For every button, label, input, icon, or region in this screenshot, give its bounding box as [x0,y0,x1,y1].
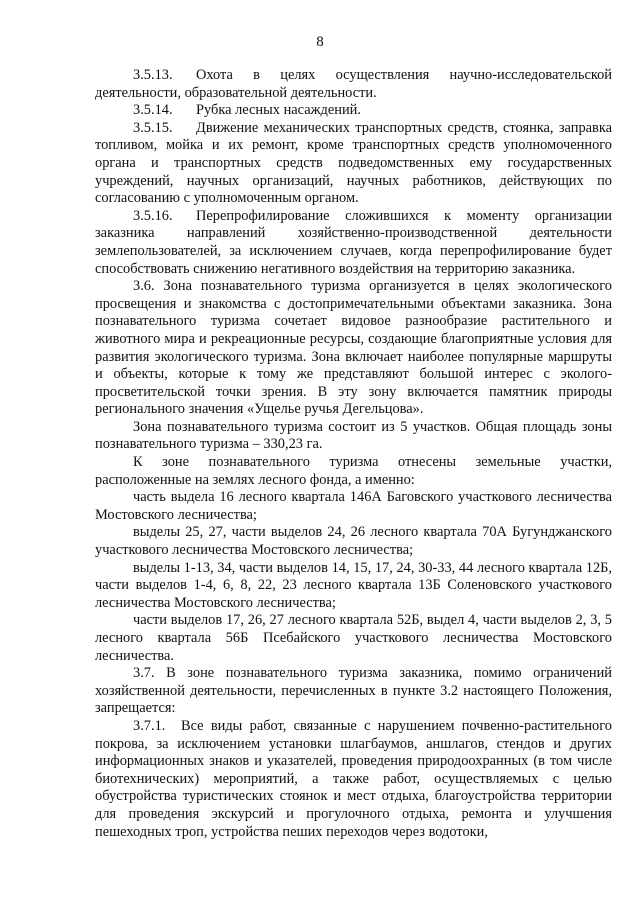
paragraph-3-7-1 [95,718,612,841]
paragraph-3-5-14 [95,102,612,120]
paragraph-text: Все виды работ, связанные с нарушением почвенно-растительного покрова, за исключением установки шлагбаумов, аншлагов, стендов и других информационных знаков и указателей, проведения природоохранных (в том числе биотехнических) мероприятий, а также работ, осуществляемых с целью обустройства туристических стоянок и мест отдыха, благоустройства территории для проведения экскурсий и прогулочного отдыха, ремонта и улучшения пешеходных троп, устройства пеших переходов через водотоки, [95,717,612,840]
document-body [95,67,612,841]
page-number: 8 [316,34,324,50]
paragraph-text: Охота в целях осуществления научно-исследовательской деятельности, образовательной деятельности. [95,67,612,101]
paragraph-zone-lands: К зоне познавательного туризма отнесены земельные участки, расположенные на землях лесного фонда, а именно: [95,454,612,488]
paragraph-3-5-16 [95,208,612,278]
paragraph-number: 3.7.1. [133,717,166,734]
paragraph-zone-area: Зона познавательного туризма состоит из 5 участков. Общая площадь зоны познавательного туризма – 330,23 га. [95,418,612,453]
paragraph-3-6: 3.6. Зона познавательного туризма организуется в целях экологического просвещения и знакомства с достопримечательными объектами заказника. Зона познавательного туризма сочетает видовое разнообразие растительного и животного мира и рекреационные ресурсы, создающие благоприятные условия для развития экологического туризма. Зона включает наиболее популярные маршруты и объекты, которые к тому же представляют большой интерес с эколого-просветительской точки зрения. В эту зону включается памятник природы регионального значения «Ущелье ручья Дегельцова». [95,278,612,418]
paragraph-3-5-13 [95,67,612,102]
paragraph-number: 3.5.16. [133,207,173,224]
paragraph-plot-1: часть выдела 16 лесного квартала 146А Баговского участкового лесничества Мостовского лесничества; [95,489,612,523]
paragraph-number: 3.5.14. [133,102,173,119]
paragraph-3-7: 3.7. В зоне познавательного туризма заказника, помимо ограничений хозяйственной деятельности, перечисленных в пункте 3.2 настоящего Положения, запрещается: [95,665,612,717]
paragraph-text: Движение механических транспортных средств, стоянка, заправка топливом, мойка и их ремонт, кроме транспортных средств уполномоченного органа и транспортных средств подведомственных ему государственных учреждений, научных организаций, научных работников, действующих по согласованию с уполномоченным органом. [95,119,612,207]
paragraph-plot-3: выделы 1-13, 34, части выделов 14, 15, 17, 24, 30-33, 44 лесного квартала 12Б, части выделов 1-4, 6, 8, 22, 23 лесного квартала 13Б Соленовского участкового лесничества Мостовского лесничества; [95,559,612,611]
paragraph-text: Рубка лесных насаждений. [196,102,361,119]
paragraph-3-5-15 [95,120,612,208]
paragraph-number: 3.5.13. [133,67,173,83]
paragraph-text: Перепрофилирование сложившихся к моменту организации заказника направлений хозяйственно-производственной деятельности землепользователей, за исключением случаев, когда перепрофилирование будет способствовать снижению негативного воздействия на территорию заказника. [95,207,612,277]
paragraph-plot-4: части выделов 17, 26, 27 лесного квартала 52Б, выдел 4, части выделов 2, 3, 5 лесного квартала 56Б Псебайского участкового лесничества Мостовского лесничества. [95,612,612,664]
paragraph-number: 3.5.15. [133,119,173,136]
paragraph-plot-2: выделы 25, 27, части выделов 24, 26 лесного квартала 70А Бугунджанского участкового лесничества Мостовского лесничества; [95,524,612,559]
